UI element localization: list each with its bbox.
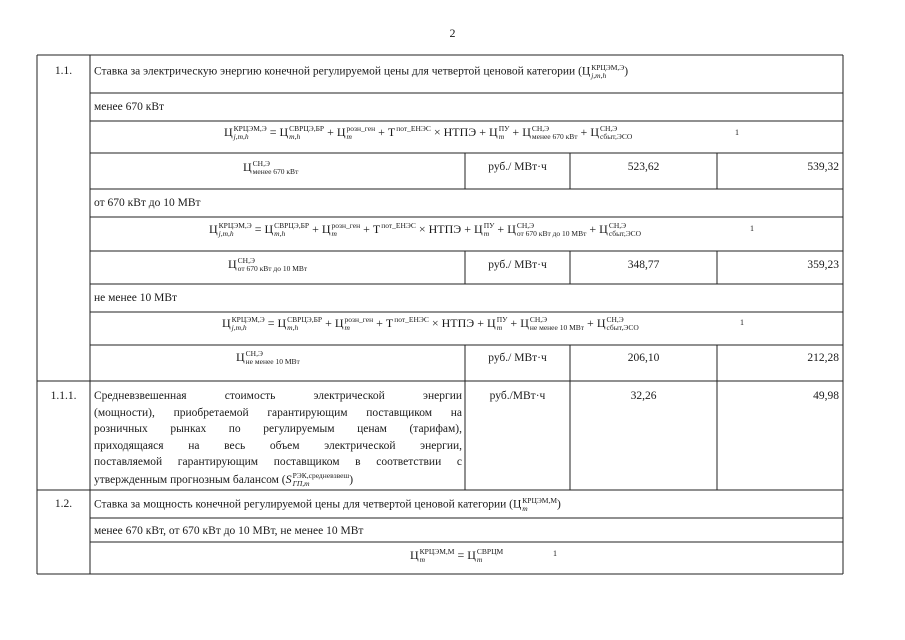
row-number-1-1: 1.1. [54, 65, 73, 77]
unit-label: руб./ МВт·ч [488, 161, 547, 173]
row-1-2-title: Ставка за мощность конечной регулируемой цены для четвертой ценовой категории (Ц КРЦЭМ,М m ) [94, 496, 561, 513]
category-670-to-10: от 670 кВт до 10 МВт [94, 197, 201, 209]
row-number-1-1-1: 1.1.1. [50, 390, 77, 402]
value-cell: 359,23 [807, 259, 839, 271]
tariff-symbol-less-670: Ц СН,Э менее 670 кВт [243, 159, 299, 177]
formula-not-less-10: Ц КРЦЭМ,Э j,m,h = Ц СВРЦЭ,БР m,h + Ц розн_ген m + Т пот_ЕНЭС × НТПЭ + Ц ПУ m + Ц СН,Э не менее 10 МВт + Ц СН,Э сбыт,ЭСО [222, 315, 639, 333]
footnote-marker: 1 [735, 128, 739, 137]
tariff-symbol-not-less-10: Ц СН,Э не менее 10 МВт [236, 349, 300, 367]
value-cell: 32,26 [630, 390, 657, 402]
footnote-marker: 1 [750, 224, 754, 233]
value-cell: 539,32 [807, 161, 839, 173]
page-number: 2 [449, 26, 456, 40]
row-number-1-2: 1.2. [54, 498, 73, 510]
category-less-670: менее 670 кВт [94, 101, 165, 113]
category-not-less-10: не менее 10 МВт [94, 292, 178, 304]
value-cell: 348,77 [627, 259, 660, 271]
formula-less-670: Ц КРЦЭМ,Э j,m,h = Ц СВРЦЭ,БР m,h + Ц розн_ген m + Т пот_ЕНЭС × НТПЭ + Ц ПУ m + Ц СН,Э менее 670 кВт + Ц СН,Э сбыт,ЭСО [224, 124, 633, 142]
footnote-marker: 1 [553, 549, 557, 558]
value-cell: 206,10 [627, 352, 660, 364]
unit-label: руб./ МВт·ч [488, 352, 547, 364]
value-cell: 212,28 [807, 352, 839, 364]
unit-label: руб./МВт·ч [489, 390, 546, 402]
value-cell: 49,98 [813, 390, 839, 402]
row-1-1-title: Ставка за электрическую энергию конечной регулируемой цены для четвертой ценовой категории (Ц КРЦЭМ,Э j,m,h ) [94, 63, 629, 80]
unit-label: руб./ МВт·ч [488, 259, 547, 271]
formula-670-to-10: Ц КРЦЭМ,Э j,m,h = Ц СВРЦЭ,БР m,h + Ц розн_ген m + Т пот_ЕНЭС × НТПЭ + Ц ПУ m + Ц СН,Э от 670 кВт до 10 МВт + Ц СН,Э сбыт,ЭСО [209, 221, 642, 239]
row-1-1-1-description: Средневзвешенная стоимость электрической энергии (мощности), приобретаемой гарантирующим поставщиком на розничных рынках по регулируемым ценам (тарифам), приходящаяся на весь объем электрической энергии, поставляемой гарантирующим поставщиком в соответствии с утвержденным прогнозным балансом (S РЭК,средневзвеш ГП,m ) [94, 390, 462, 488]
formula-capacity: Ц КРЦЭМ,М m = Ц СВРЦМ m [410, 547, 504, 565]
value-cell: 523,62 [627, 161, 660, 173]
tariff-symbol-670-to-10: Ц СН,Э от 670 кВт до 10 МВт [228, 256, 308, 274]
category-all: менее 670 кВт, от 670 кВт до 10 МВт, не менее 10 МВт [94, 525, 364, 537]
footnote-marker: 1 [740, 318, 744, 327]
